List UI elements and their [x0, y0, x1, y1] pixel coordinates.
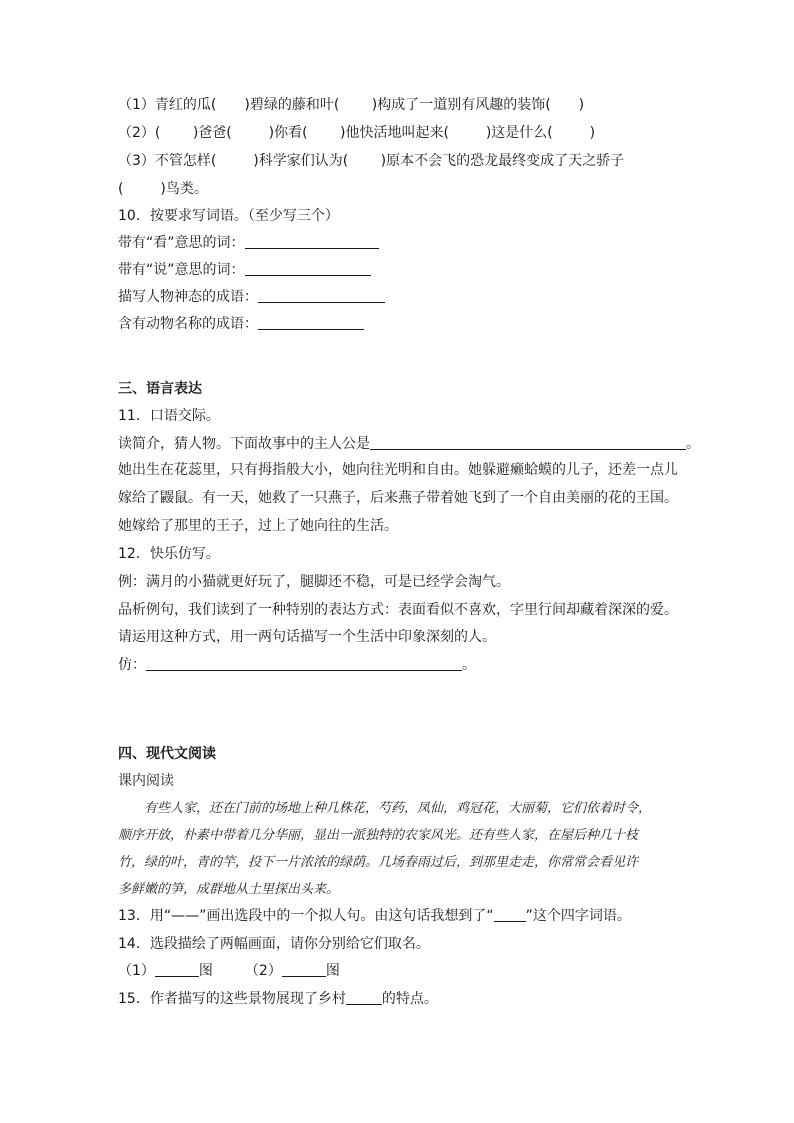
q11-prompt-text: 读简介，猜人物。下面故事中的主人公是 — [118, 436, 370, 452]
q10-item-look — [118, 234, 379, 252]
story-line: 她出生在花蕊里，只有拇指般大小，她向往光明和自由。她躲避癞蛤蟆的儿子，还差一点儿 — [118, 462, 678, 478]
answer-blank[interactable] — [494, 907, 526, 922]
q13-text-a: 13．用“——”画出选段中的一个拟人句。由这句话我想到了“ — [118, 908, 494, 924]
passage-line: 顺序开放，朴素中带着几分华丽，显出一派独特的农家风光。还有些人家，在屋后种几十枝 — [118, 828, 639, 843]
question-10-title: 10．按要求写词语。（至少写三个） — [118, 208, 339, 224]
answer-blank[interactable] — [155, 962, 199, 977]
passage-line: 竹，绿的叶，青的竿，投下一片浓浓的绿荫。几场春雨过后，到那里走走，你常常会看见许 — [118, 855, 639, 870]
story-line: 嫁给了鼹鼠。有一天，她救了一只燕子，后来燕子带着她飞到了一个自由美丽的花的王国。 — [118, 490, 678, 506]
answer-blank[interactable] — [258, 288, 385, 303]
answer-blank[interactable] — [282, 962, 326, 977]
q10-label: 描写人物神态的成语： — [118, 289, 258, 305]
q12-task: 请运用这种方式，用一两句话描写一个生活中印象深刻的人。 — [118, 629, 496, 645]
q14-part-2-label: （2） — [244, 963, 282, 979]
answer-blank[interactable] — [245, 234, 379, 249]
q10-label: 带有“看”意思的词： — [118, 235, 245, 251]
question-15 — [118, 990, 438, 1008]
answer-blank[interactable] — [258, 315, 364, 330]
q14-answers — [118, 962, 340, 980]
question-9-line-3: （3）不管怎样( )科学家们认为( )原本不会飞的恐龙最终变成了天之骄子 — [118, 153, 625, 169]
section-4-heading: 四、现代文阅读 — [118, 746, 216, 762]
q10-label: 带有“说”意思的词： — [118, 262, 245, 278]
q12-answer-line — [118, 656, 476, 674]
q10-label: 含有动物名称的成语： — [118, 316, 258, 332]
section-3-heading: 三、语言表达 — [118, 381, 202, 397]
answer-blank[interactable] — [346, 990, 382, 1005]
question-14: 14．选段描绘了两幅画面，请你分别给它们取名。 — [118, 936, 430, 952]
question-11-prompt — [118, 435, 700, 453]
q12-fang-label: 仿： — [118, 657, 146, 673]
q11-end: 。 — [686, 436, 700, 452]
q15-text-a: 15．作者描写的这些景物展现了乡村 — [118, 991, 346, 1007]
q10-item-animal — [118, 315, 364, 333]
question-13 — [118, 907, 631, 925]
q10-item-say — [118, 261, 371, 279]
answer-blank[interactable] — [370, 435, 686, 450]
answer-blank[interactable] — [245, 261, 371, 276]
question-9-line-4: ( )鸟类。 — [118, 181, 208, 197]
q14-tu-1: 图 — [198, 963, 213, 979]
q12-example: 例：满月的小猫就更好玩了，腿脚还不稳，可是已经学会淘气。 — [118, 574, 510, 590]
passage-line: 有些人家，还在门前的场地上种几株花，芍药，凤仙，鸡冠花，大丽菊，它们依着时令， — [118, 801, 652, 816]
q14-tu-2: 图 — [325, 963, 340, 979]
q15-text-b: 的特点。 — [381, 991, 438, 1007]
q12-analysis: 品析例句，我们读到了一种特别的表达方式：表面看似不喜欢，字里行间却藏着深深的爱。 — [118, 602, 678, 618]
passage-line: 多鲜嫩的笋，成群地从土里探出头来。 — [118, 882, 340, 897]
question-9-line-1: （1）青红的瓜( )碧绿的藤和叶( )构成了一道别有风趣的装饰( ) — [118, 97, 585, 113]
answer-blank[interactable] — [146, 656, 462, 671]
question-12-title: 12．快乐仿写。 — [118, 546, 220, 562]
section-4-subheading: 课内阅读 — [118, 773, 174, 789]
question-11-title: 11．口语交际。 — [118, 408, 220, 424]
q12-end: 。 — [462, 657, 476, 673]
q10-item-expression — [118, 288, 385, 306]
question-9-line-2: （2）( )爸爸( )你看( )他快活地叫起来( )这是什么( ) — [118, 125, 596, 141]
q14-part-1-label: （1） — [118, 963, 155, 979]
story-line: 她嫁给了那里的王子，过上了她向往的生活。 — [118, 518, 398, 534]
q13-text-b: ”这个四字词语。 — [525, 908, 631, 924]
